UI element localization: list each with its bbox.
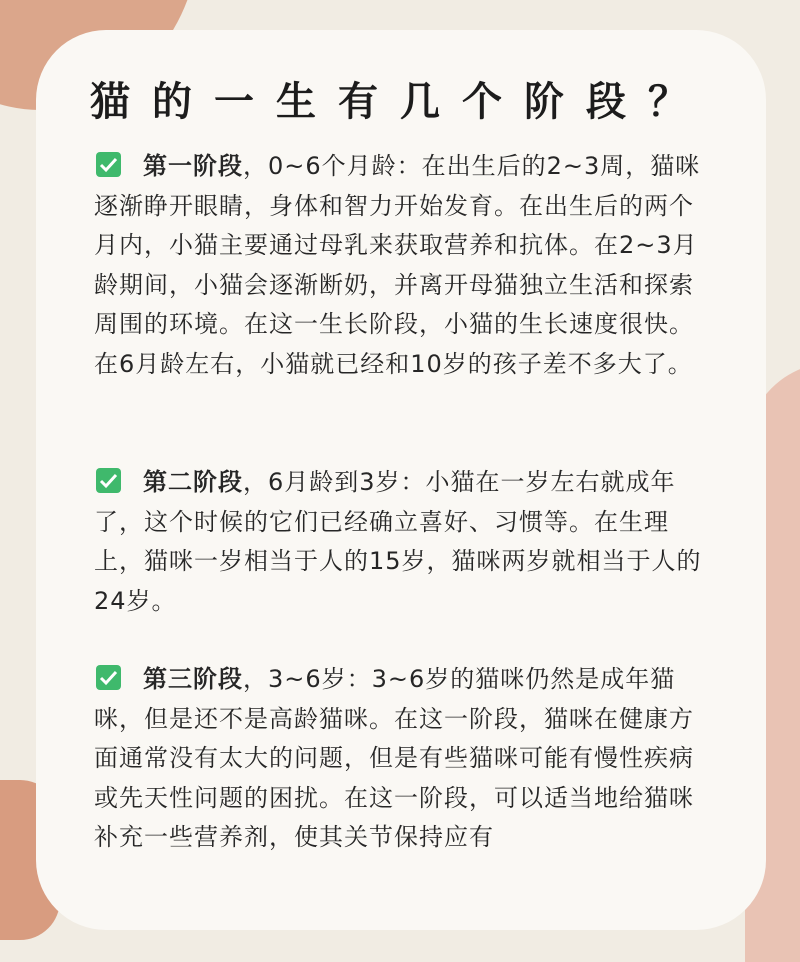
section-paragraph [94,147,708,384]
check-box-icon [96,665,121,690]
section-1 [94,147,708,384]
section-heading: 第三阶段 [143,665,243,693]
section-heading: 第二阶段 [143,468,243,496]
section-text: ，0~6个月龄：在出生后的2~3周，猫咪逐渐睁开眼睛，身体和智力开始发育。在出生后的两个月内，小猫主要通过母乳来获取营养和抗体。在2~3月龄期间，小猫会逐渐断奶，并离开母猫独立生活和探索周围的环境。在这一生长阶段，小猫的生长速度很快。在6月龄左右，小猫就已经和10岁的孩子差不多大了。 [94,152,701,378]
check-box-icon [96,468,121,493]
section-text: ，6月龄到3岁：小猫在一岁左右就成年了，这个时候的它们已经确立喜好、习惯等。在生理上，猫咪一岁相当于人的15岁，猫咪两岁就相当于人的24岁。 [94,468,702,615]
section-paragraph [94,660,708,858]
section-text: ，3~6岁：3~6岁的猫咪仍然是成年猫咪，但是还不是高龄猫咪。在这一阶段，猫咪在健康方面通常没有太大的问题，但是有些猫咪可能有慢性疾病或先天性问题的困扰。在这一阶段，可以适当地给猫咪补充一些营养剂，使其关节保持应有 [94,665,694,851]
page-title: 猫的一生有几个阶段？ [90,79,710,125]
check-box-icon [96,152,121,177]
section-heading: 第一阶段 [143,152,243,180]
section-3 [94,660,708,858]
section-2 [94,463,708,621]
section-paragraph [94,463,708,621]
